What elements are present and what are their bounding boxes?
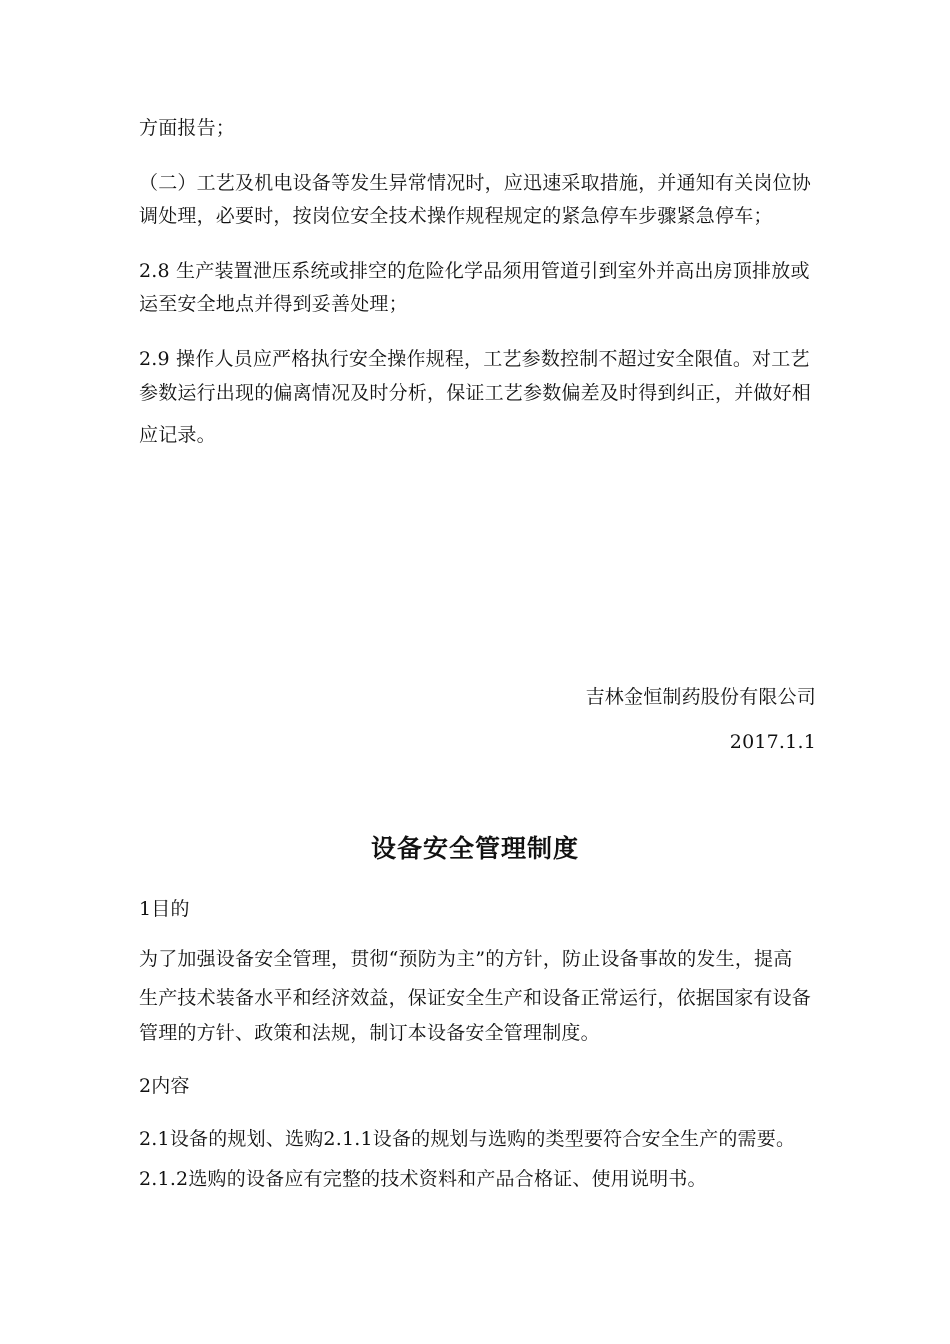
text-line: 应记录。 xyxy=(139,424,216,446)
text-line: 为了加强设备安全管理，贯彻“预防为主”的方针，防止设备事故的发生，提高 xyxy=(139,948,793,970)
text-line: 参数运行出现的偏离情况及时分析，保证工艺参数偏差及时得到纠正，并做好相 xyxy=(139,382,812,404)
text-line: 方面报告； xyxy=(139,117,236,139)
text-line: （二）工艺及机电设备等发生异常情况时，应迅速采取措施，并通知有关岗位协 xyxy=(139,172,812,194)
text-line: 生产技术装备水平和经济效益，保证安全生产和设备正常运行，依据国家有设备 xyxy=(139,987,812,1009)
text-line: 2.1.2选购的设备应有完整的技术资料和产品合格证、使用说明书。 xyxy=(139,1168,707,1190)
text-line: 运至安全地点并得到妥善处理； xyxy=(139,293,408,315)
text-line: 2.1设备的规划、选购2.1.1设备的规划与选购的类型要符合安全生产的需要。 xyxy=(139,1128,796,1150)
company-name: 吉林金恒制药股份有限公司 xyxy=(585,686,816,708)
text-line: 调处理，必要时，按岗位安全技术操作规程规定的紧急停车步骤紧急停车； xyxy=(139,205,773,227)
signature-date: 2017.1.1 xyxy=(729,731,816,753)
text-line: 2.8 生产装置泄压系统或排空的危险化学品须用管道引到室外并高出房顶排放或 xyxy=(139,260,810,282)
document-title: 设备安全管理制度 xyxy=(370,834,579,863)
section-heading: 1目的 xyxy=(139,898,190,920)
text-line: 2.9 操作人员应严格执行安全操作规程，工艺参数控制不超过安全限值。对工艺 xyxy=(139,348,810,370)
text-line: 管理的方针、政策和法规，制订本设备安全管理制度。 xyxy=(139,1022,600,1044)
section-heading: 2内容 xyxy=(139,1075,190,1097)
